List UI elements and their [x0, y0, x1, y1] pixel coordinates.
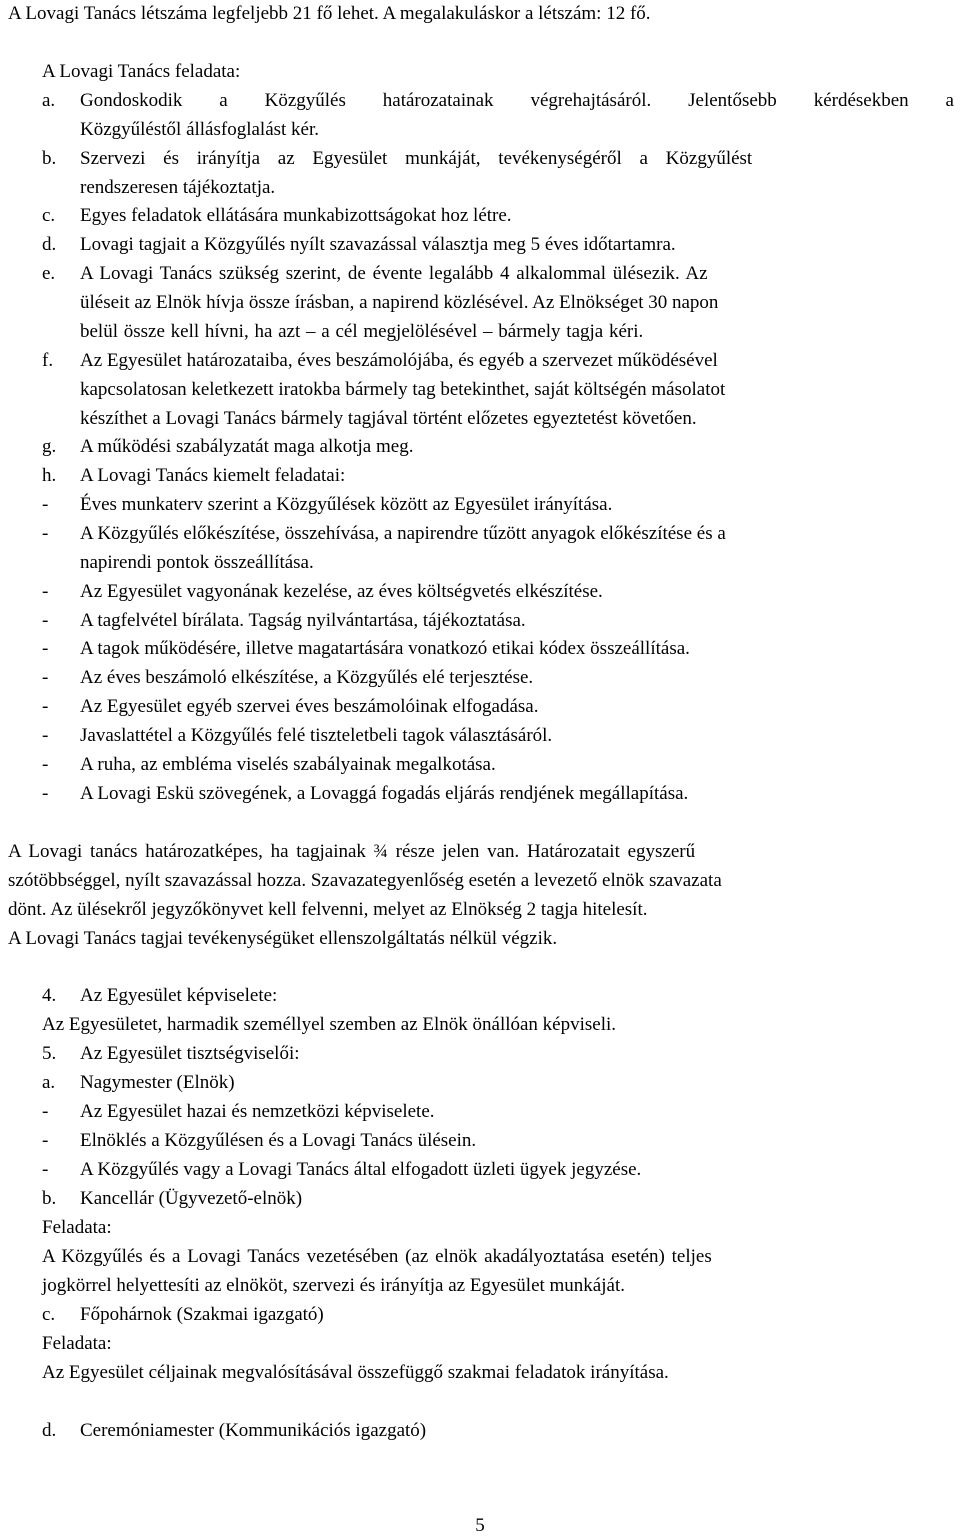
officer-b-marker: b.: [42, 1188, 57, 1209]
key-duty-line: A Lovagi Eskü szövegének, a Lovaggá fogadás eljárás rendjének megállapítása.: [80, 783, 689, 804]
key-duty-line: Az Egyesület egyéb szervei éves beszámolóinak elfogadása.: [80, 696, 539, 717]
key-duty-line: Az Egyesület vagyonának kezelése, az éves költségvetés elkészítése.: [80, 581, 603, 602]
officer-a-duty: A Közgyűlés vagy a Lovagi Tanács által elfogadott üzleti ügyek jegyzése.: [80, 1159, 642, 1180]
page-number: 5: [475, 1515, 485, 1536]
officer-b-line-1: A Közgyűlés és a Lovagi Tanács vezetésében (az elnök akadályoztatása esetén) teljes: [42, 1246, 712, 1267]
officer-c-marker: c.: [42, 1304, 56, 1325]
officer-b-title: Kancellár (Ügyvezető-elnök): [80, 1188, 303, 1209]
officer-a-duty: Elnöklés a Közgyűlésen és a Lovagi Tanács ülésein.: [80, 1130, 477, 1151]
dash-marker: -: [42, 610, 49, 631]
item-marker-g: g.: [42, 436, 57, 457]
item-b-line-1: Szervezi és irányítja az Egyesület munkáját, tevékenységéről a Közgyűlést: [80, 148, 753, 169]
item-e-line-1: A Lovagi Tanács szükség szerint, de évente legalább 4 alkalommal ülésezik. Az: [80, 263, 708, 284]
item-e-line-3: belül össze kell hívni, ha azt – a cél megjelölésével – bármely tagja kéri.: [80, 321, 644, 342]
section-4-text: Az Egyesületet, harmadik személlyel szemben az Elnök önállóan képviseli.: [42, 1014, 617, 1035]
key-duty-line: napirendi pontok összeállítása.: [80, 552, 314, 573]
dash-marker: -: [42, 754, 49, 775]
item-marker-d: d.: [42, 234, 57, 255]
dash-marker: -: [42, 1101, 49, 1122]
dash-marker: -: [42, 494, 49, 515]
item-marker-a: a.: [42, 90, 56, 111]
item-c-line-1: Egyes feladatok ellátására munkabizottságokat hoz létre.: [80, 205, 512, 226]
item-marker-h: h.: [42, 465, 57, 486]
key-duty-line: Javaslattétel a Közgyűlés felé tiszteletbeli tagok választásáról.: [80, 725, 553, 746]
item-marker-e: e.: [42, 263, 56, 284]
officer-c-text: Az Egyesület céljainak megvalósításával összefüggő szakmai feladatok irányítása.: [42, 1362, 669, 1383]
item-b-line-2: rendszeresen tájékoztatja.: [80, 177, 276, 198]
tanacs-size-line: A Lovagi Tanács létszáma legfeljebb 21 fő lehet. A megalakuláskor a létszám: 12 fő.: [8, 3, 651, 24]
dash-marker: -: [42, 581, 49, 602]
item-h-line-1: A Lovagi Tanács kiemelt feladatai:: [80, 465, 346, 486]
key-duty-line: A ruha, az embléma viselés szabályainak megalkotása.: [80, 754, 496, 775]
quorum-line-4: A Lovagi Tanács tagjai tevékenységüket ellenszolgáltatás nélkül végzik.: [8, 928, 558, 949]
quorum-line-3: dönt. Az ülésekről jegyzőkönyvet kell felvenni, melyet az Elnökség 2 tagja hitelesít.: [8, 899, 648, 920]
key-duty-line: Az éves beszámoló elkészítése, a Közgyűlés elé terjesztése.: [80, 667, 534, 688]
item-f-line-3: készíthet a Lovagi Tanács bármely tagjával történt előzetes egyeztetést követően.: [80, 408, 697, 429]
dash-marker: -: [42, 523, 49, 544]
key-duty-line: A tagok működésére, illetve magatartására vonatkozó etikai kódex összeállítása.: [80, 638, 690, 659]
section-5-heading: Az Egyesület tisztségviselői:: [80, 1043, 300, 1064]
key-duty-line: Éves munkaterv szerint a Közgyűlések között az Egyesület irányítása.: [80, 494, 613, 515]
dash-marker: -: [42, 638, 49, 659]
officer-b-duties-label: Feladata:: [42, 1217, 112, 1238]
item-g-line-1: A működési szabályzatát maga alkotja meg.: [80, 436, 414, 457]
item-a-line-1: Gondoskodik a Közgyűlés határozatainak végrehajtásáról. Jelentősebb kérdésekben a: [80, 90, 954, 111]
quorum-line-2: szótöbbséggel, nyílt szavazással hozza. Szavazategyenlőség esetén a levezető elnök szavazata: [8, 870, 722, 891]
dash-marker: -: [42, 1159, 49, 1180]
dash-marker: -: [42, 783, 49, 804]
officer-c-duties-label: Feladata:: [42, 1333, 112, 1354]
officer-d-marker: d.: [42, 1420, 57, 1441]
officer-a-duty: Az Egyesület hazai és nemzetközi képviselete.: [80, 1101, 435, 1122]
item-f-line-1: Az Egyesület határozataiba, éves beszámolójába, és egyéb a szervezet működésével: [80, 350, 718, 371]
quorum-line-1: A Lovagi tanács határozatképes, ha tagjainak ¾ része jelen van. Határozatait egyszerű: [8, 841, 696, 862]
key-duty-line: A tagfelvétel bírálata. Tagság nyilvántartása, tájékoztatása.: [80, 610, 526, 631]
officer-b-line-2: jogkörrel helyettesíti az elnököt, szervezi és irányítja az Egyesület munkáját.: [42, 1275, 625, 1296]
item-f-line-2: kapcsolatosan keletkezett iratokba bármely tag betekinthet, saját költségén másolatot: [80, 379, 726, 400]
item-e-line-2: üléseit az Elnök hívja össze írásban, a napirend közlésével. Az Elnökséget 30 napon: [80, 292, 719, 313]
officer-a-title: Nagymester (Elnök): [80, 1072, 235, 1093]
officer-d-title: Ceremóniamester (Kommunikációs igazgató): [80, 1420, 427, 1441]
officer-a-marker: a.: [42, 1072, 56, 1093]
item-marker-c: c.: [42, 205, 56, 226]
section-5-number: 5.: [42, 1043, 57, 1064]
item-marker-b: b.: [42, 148, 57, 169]
item-marker-f: f.: [42, 350, 54, 371]
dash-marker: -: [42, 725, 49, 746]
dash-marker: -: [42, 667, 49, 688]
officer-c-title: Főpohárnok (Szakmai igazgató): [80, 1304, 324, 1325]
dash-marker: -: [42, 1130, 49, 1151]
section-4-heading: Az Egyesület képviselete:: [80, 985, 278, 1006]
duties-heading: A Lovagi Tanács feladata:: [42, 61, 241, 82]
item-a-line-2: Közgyűléstől állásfoglalást kér.: [80, 119, 320, 140]
section-4-number: 4.: [42, 985, 57, 1006]
item-d-line-1: Lovagi tagjait a Közgyűlés nyílt szavazással választja meg 5 éves időtartamra.: [80, 234, 676, 255]
key-duty-line: A Közgyűlés előkészítése, összehívása, a napirendre tűzött anyagok előkészítése és a: [80, 523, 726, 544]
dash-marker: -: [42, 696, 49, 717]
